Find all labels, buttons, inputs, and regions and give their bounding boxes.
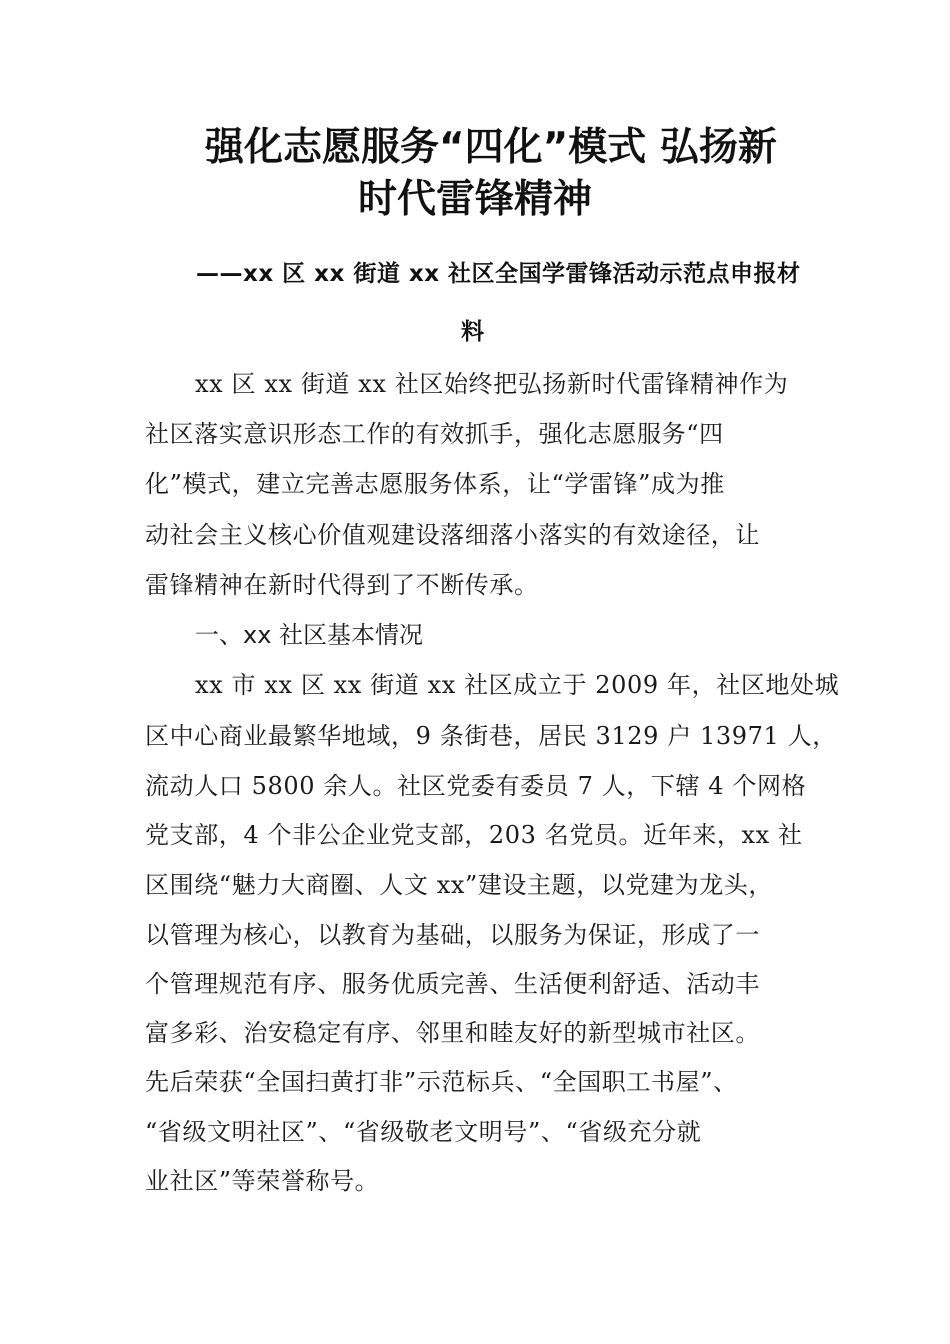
section-1-line-3: 流动人口 5800 余人。社区党委有委员 7 人，下辖 4 个网格 xyxy=(145,772,807,800)
section-1-line-9: 先后荣获“全国扫黄打非”示范标兵、“全国职工书屋”、 xyxy=(145,1068,738,1096)
intro-line-3: 化”模式，建立完善志愿服务体系，让“学雷锋”成为推 xyxy=(145,470,725,498)
section-1-heading: 一、xx 社区基本情况 xyxy=(195,621,424,649)
document-title-line-2: 时代雷锋精神 xyxy=(358,177,593,222)
section-1-line-2: 区中心商业最繁华地域，9 条街巷，居民 3129 户 13971 人， xyxy=(145,722,837,750)
section-1-line-1: xx 市 xx 区 xx 街道 xx 社区成立于 2009 年，社区地处城 xyxy=(195,671,840,699)
section-1-line-4: 党支部，4 个非公企业党支部，203 名党员。近年来，xx 社 xyxy=(145,821,803,849)
intro-line-1: xx 区 xx 街道 xx 社区始终把弘扬新时代雷锋精神作为 xyxy=(195,370,789,398)
section-1-line-10: “省级文明社区”、“省级敬老文明号”、“省级充分就 xyxy=(145,1118,702,1146)
intro-line-2: 社区落实意识形态工作的有效抓手，强化志愿服务“四 xyxy=(145,420,724,448)
document-title-line-1: 强化志愿服务“四化”模式 弘扬新 xyxy=(205,125,777,170)
section-1-line-8: 富多彩、治安稳定有序、邻里和睦友好的新型城市社区。 xyxy=(145,1019,760,1047)
section-1-line-6: 以管理为核心，以教育为基础，以服务为保证，形成了一 xyxy=(145,921,760,949)
document-subtitle-line-2: 料 xyxy=(461,319,484,345)
section-1-line-11: 业社区”等荣誉称号。 xyxy=(145,1167,380,1195)
intro-line-4: 动社会主义核心价值观建设落细落小落实的有效途径，让 xyxy=(145,521,760,549)
section-1-line-5: 区围绕“魅力大商圈、人文 xx”建设主题，以党建为龙头， xyxy=(145,871,774,899)
document-subtitle-line-1: ——xx 区 xx 街道 xx 社区全国学雷锋活动示范点申报材 xyxy=(196,261,801,287)
intro-line-5: 雷锋精神在新时代得到了不断传承。 xyxy=(145,571,539,599)
section-1-line-7: 个管理规范有序、服务优质完善、生活便利舒适、活动丰 xyxy=(145,970,760,998)
